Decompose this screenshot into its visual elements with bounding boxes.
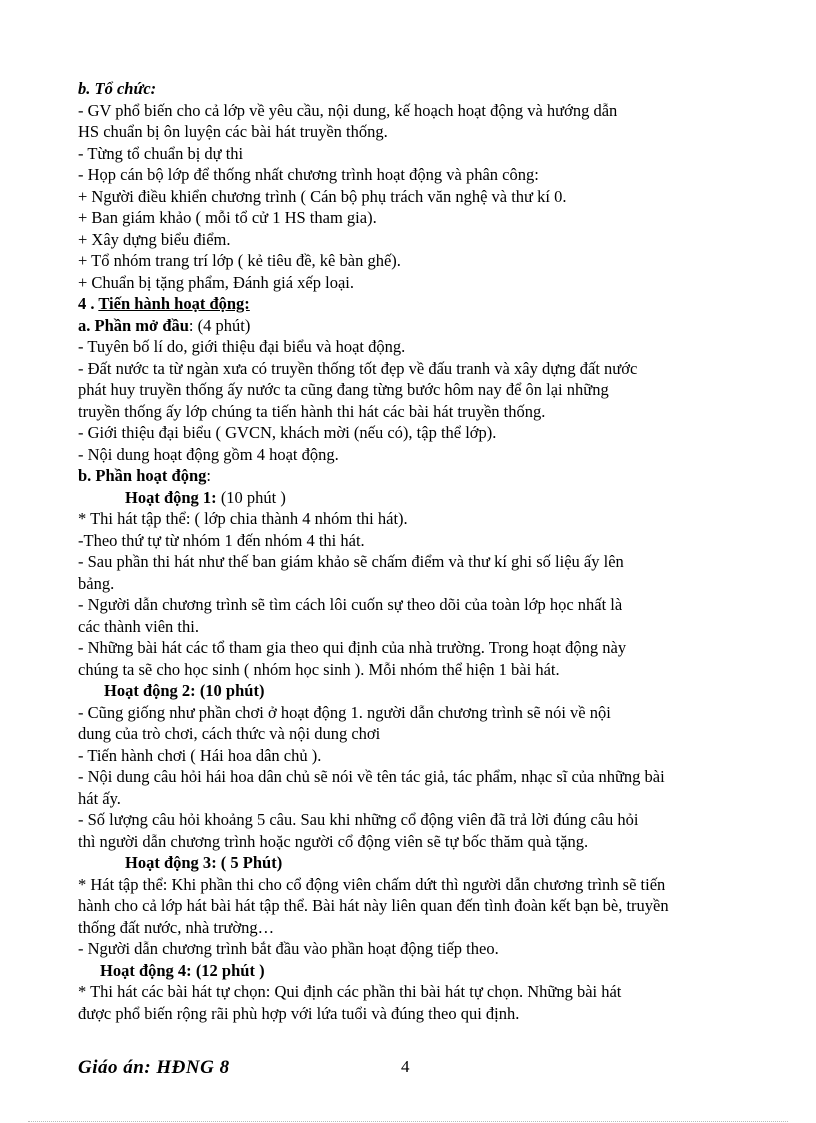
heading-hd1 (78, 487, 778, 509)
hd2-list (78, 702, 778, 853)
text-line: + Chuẩn bị tặng phẩm, Đánh giá xếp loại. (78, 272, 354, 292)
text-line: các thành viên thi. (78, 616, 199, 636)
page-footer (78, 1057, 778, 1083)
page-number: 4 (401, 1057, 410, 1076)
heading-phan-hoat-dong (78, 465, 778, 487)
hd4-time: (12 phút ) (191, 960, 265, 980)
text-line: chúng ta sẽ cho học sinh ( nhóm học sinh ). Mỗi nhóm thể hiện 1 bài hát. (78, 659, 560, 679)
text-line: phát huy truyền thống ấy nước ta cũng đang từng bước hôm nay để ôn lại những (78, 380, 609, 399)
text-line: - Giới thiệu đại biểu ( GVCN, khách mời (nếu có), tập thể lớp). (78, 423, 497, 442)
hd4-title: Hoạt động 4: (100, 960, 192, 980)
hd2-title: Hoạt động 2: (104, 681, 196, 700)
footer-dotted-rule (28, 1121, 788, 1122)
text-line: - Họp cán bộ lớp để thống nhất chương trình hoạt động và phân công: (78, 165, 539, 184)
text-line: bảng. (78, 573, 115, 593)
heading-phan-hoat-dong-title: b. Phần hoạt động (78, 466, 207, 485)
hd4-list (78, 981, 778, 1024)
text-line: thống đất nước, nhà trường… (78, 917, 275, 937)
text-line: được phổ biến rộng rãi phù hợp với lứa tuổi và đúng theo qui định. (78, 1003, 520, 1023)
section-heading-to-chuc: b. Tổ chức: (78, 79, 157, 98)
heading-mo-dau-time: : (4 phút) (188, 315, 251, 335)
heading-hd4 (78, 960, 778, 982)
footer-label: Giáo án: HĐNG 8 (78, 1057, 230, 1078)
text-line: - Đất nước ta từ ngàn xưa có truyền thống tốt đẹp về đấu tranh và xây dựng đất nước (78, 358, 638, 378)
section-title: Tiến hành hoạt động: (98, 294, 250, 313)
hd1-list (78, 508, 778, 680)
text-line: - Tuyên bố lí do, giới thiệu đại biểu và hoạt động. (78, 337, 406, 356)
hd2-time: (10 phút) (195, 681, 265, 700)
text-line: - Người dẫn chương trình bắt đầu vào phần hoạt động tiếp theo. (78, 939, 499, 958)
document-page (78, 78, 778, 1024)
text-line: hát ấy. (78, 788, 121, 808)
heading-mo-dau-title: a. Phần mở đầu (78, 315, 189, 335)
heading-hd2 (78, 680, 778, 702)
hd1-time: (10 phút ) (216, 487, 286, 507)
text-line: truyền thống ấy lớp chúng ta tiến hành thi hát các bài hát truyền thống. (78, 401, 546, 421)
text-line: hành cho cả lớp hát bài hát tập thể. Bài hát này liên quan đến tình đoàn kết bạn bè, truyền (78, 896, 669, 915)
text-line: - Từng tổ chuẩn bị dự thi (78, 143, 244, 163)
hd3-time: : ( 5 Phút) (211, 853, 283, 872)
text-line: - Số lượng câu hỏi khoảng 5 câu. Sau khi những cổ động viên đã trả lời đúng câu hỏi (78, 810, 639, 829)
text-line: * Hát tập thể: Khi phần thi cho cổ động viên chấm dứt thì người dẫn chương trình sẽ tiến (78, 874, 666, 894)
heading-mo-dau (78, 315, 778, 337)
text-line: - Sau phần thi hát như thế ban giám khảo sẽ chấm điểm và thư kí ghi số liệu ấy lên (78, 552, 624, 571)
text-line: - Nội dung câu hỏi hái hoa dân chủ sẽ nói về tên tác giả, tác phẩm, nhạc sĩ của những bài (78, 767, 665, 786)
section-number: 4 . (78, 294, 99, 313)
text-line: * Thi hát các bài hát tự chọn: Qui định các phần thi bài hát tự chọn. Những bài hát (78, 982, 622, 1001)
heading-hd3 (78, 852, 778, 874)
text-line: - Tiến hành chơi ( Hái hoa dân chủ ). (78, 745, 322, 765)
text-line: - Cũng giống như phần chơi ở hoạt động 1. người dẫn chương trình sẽ nói về nội (78, 702, 611, 722)
text-line: + Người điều khiển chương trình ( Cán bộ phụ trách văn nghệ và thư kí 0. (78, 186, 567, 206)
hd1-title: Hoạt động 1: (125, 487, 217, 507)
section-heading-tien-hanh (78, 293, 778, 315)
to-chuc-list (78, 100, 778, 294)
text-line: * Thi hát tập thể: ( lớp chia thành 4 nhóm thi hát). (78, 509, 408, 528)
mo-dau-list (78, 336, 778, 465)
text-line: - Người dẫn chương trình sẽ tìm cách lôi cuốn sự theo dõi của toàn lớp học nhất là (78, 595, 623, 614)
text-line: - Những bài hát các tổ tham gia theo qui định của nhà trường. Trong hoạt động này (78, 638, 627, 657)
text-line: - Nội dung hoạt động gồm 4 hoạt động. (78, 444, 339, 464)
text-line: + Ban giám khảo ( mỗi tổ cử 1 HS tham gia). (78, 208, 377, 227)
heading-colon: : (206, 466, 211, 485)
text-line: thì người dẫn chương trình hoặc người cổ động viên sẽ tự bốc thăm quà tặng. (78, 831, 589, 851)
text-line: - GV phổ biến cho cả lớp về yêu cầu, nội dung, kế hoạch hoạt động và hướng dẫn (78, 100, 618, 120)
text-line: + Xây dựng biểu điểm. (78, 229, 231, 249)
text-line: dung của trò chơi, cách thức và nội dung chơi (78, 724, 381, 743)
hd3-list (78, 874, 778, 960)
text-line: -Theo thứ tự từ nhóm 1 đến nhóm 4 thi hát. (78, 530, 365, 550)
text-line: HS chuẩn bị ôn luyện các bài hát truyền thống. (78, 122, 388, 141)
text-line: + Tổ nhóm trang trí lớp ( kẻ tiêu đề, kê bàn ghế). (78, 251, 401, 270)
hd3-title: Hoạt động 3 (125, 853, 212, 872)
